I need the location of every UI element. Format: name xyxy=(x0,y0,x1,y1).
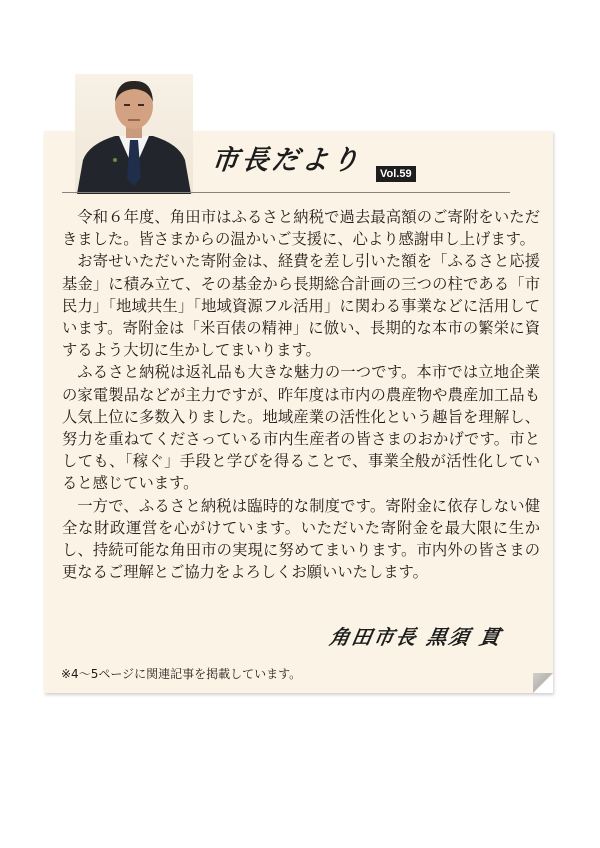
paragraph: ふるさと納税は返礼品も大きな魅力の一つです。本市では立地企業の家電製品などが主力ですが、昨年度は市内の農産物や農産加工品も人気上位に多数入りました。地域産業の活性化という趣旨を理解し、努力を重ねてくださっている市内生産者の皆さまのおかげです。市としても、「稼ぐ」手段と学びを得ることで、事業全般が活性化していると感じています。 xyxy=(62,363,540,493)
paragraph: 令和６年度、角田市はふるさと納税で過去最高額のご寄附をいただきました。皆さまからの温かいご支援に、心より感謝申し上げます。 xyxy=(62,208,540,249)
column-title: 市長だより xyxy=(210,145,364,176)
title-divider xyxy=(62,192,510,193)
page-curl-corner xyxy=(533,673,553,693)
mayor-photo xyxy=(75,74,193,194)
related-article-note: ※4〜5ページに関連記事を掲載しています。 xyxy=(61,667,302,681)
mayor-signature: 角田市長 黒須 貫 xyxy=(327,625,504,649)
volume-badge: Vol.59 xyxy=(376,166,416,182)
article-body xyxy=(62,206,540,583)
paragraph: 一方で、ふるさと納税は臨時的な制度です。寄附金に依存しない健全な財政運営を心がけています。いただいた寄附金を最大限に生かし、持続可能な角田市の実現に努めてまいります。市内外の皆さまの更なるご理解とご協力をよろしくお願いいたします。 xyxy=(62,496,540,582)
paragraph: お寄せいただいた寄附金は、経費を差し引いた額を「ふるさと応援基金」に積み立て、その基金から長期総合計画の三つの柱である「市民力」「地域共生」「地域資源フル活用」に関わる事業などに活用しています。寄附金は「米百俵の精神」に倣い、長期的な本市の繁栄に資するよう大切に生かしてまいります。 xyxy=(62,252,540,360)
